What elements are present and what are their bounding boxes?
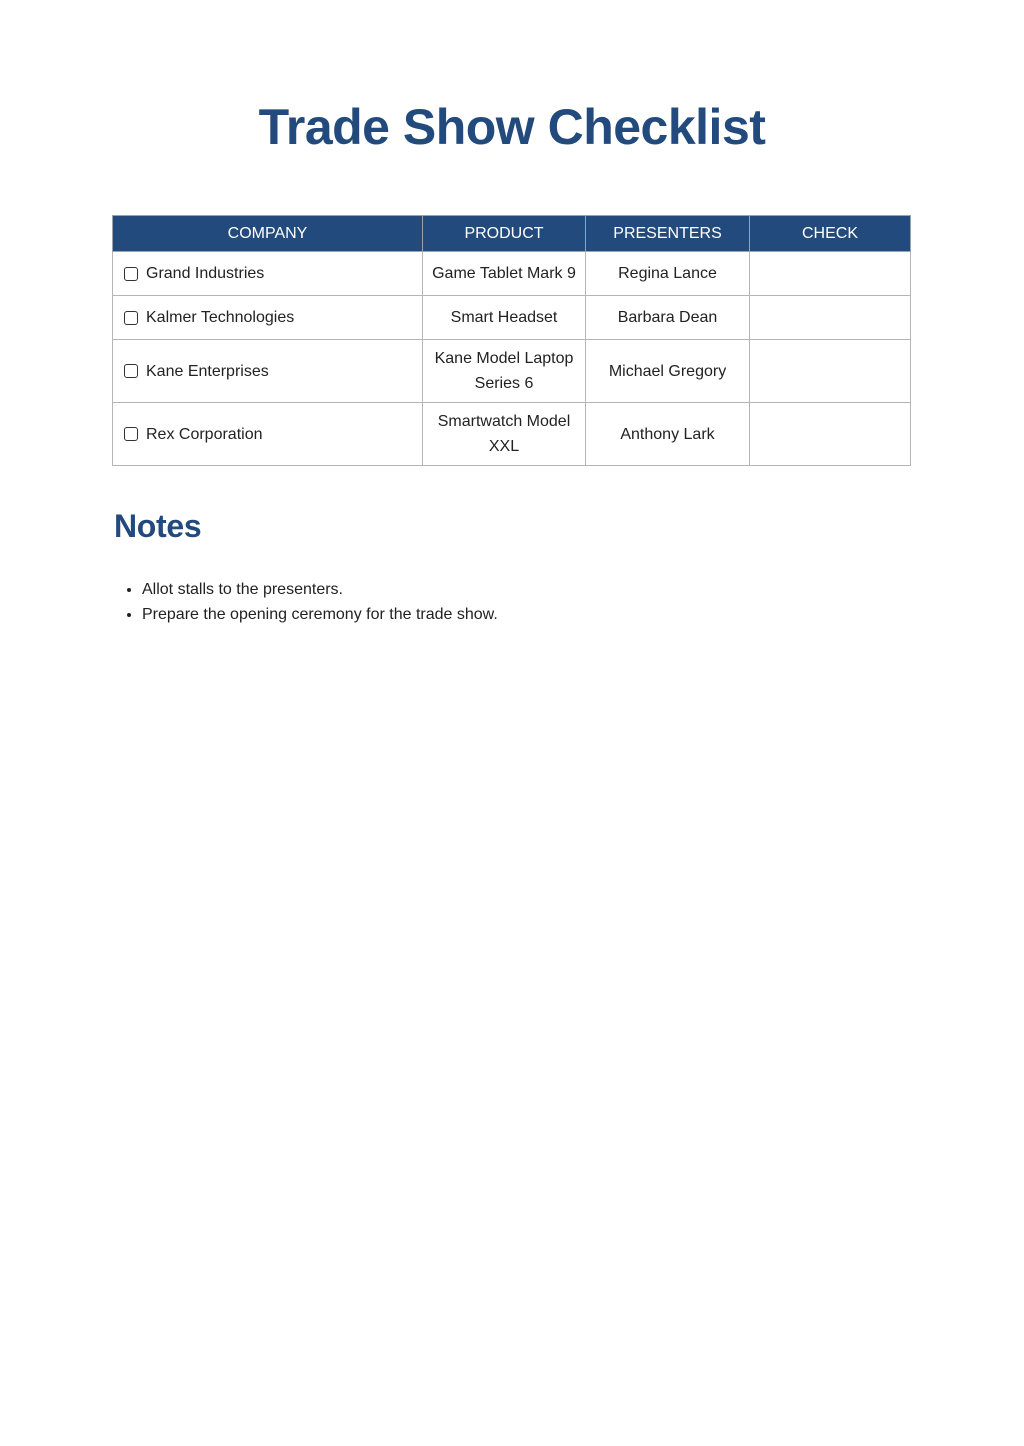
list-item: • Allot stalls to the presenters. (142, 577, 922, 602)
product-cell: Game Tablet Mark 9 (423, 252, 586, 296)
company-cell (113, 252, 423, 296)
checklist-table (112, 215, 911, 466)
checkbox[interactable] (124, 427, 138, 441)
presenter-cell: Barbara Dean (586, 296, 750, 340)
check-cell[interactable] (750, 340, 911, 403)
company-name: Kane Enterprises (146, 362, 269, 380)
checkbox[interactable] (124, 364, 138, 378)
product-cell: Smart Headset (423, 296, 586, 340)
product-cell: Smartwatch Model XXL (423, 403, 586, 466)
presenter-cell: Anthony Lark (586, 403, 750, 466)
company-cell (113, 296, 423, 340)
presenter-cell: Michael Gregory (586, 340, 750, 403)
notes-list (114, 577, 922, 627)
table-row (113, 403, 911, 466)
notes-heading: Notes (114, 508, 202, 544)
company-name: Grand Industries (146, 265, 265, 282)
company-cell (113, 403, 423, 466)
company-cell (113, 340, 423, 403)
column-header-company: COMPANY (113, 216, 423, 252)
presenter-cell: Regina Lance (586, 252, 750, 296)
checkbox[interactable] (124, 267, 138, 281)
check-cell[interactable] (750, 296, 911, 340)
table-row (113, 252, 911, 296)
column-header-check: CHECK (750, 216, 911, 252)
column-header-product: PRODUCT (423, 216, 586, 252)
checkbox[interactable] (124, 311, 138, 325)
product-cell: Kane Model Laptop Series 6 (423, 340, 586, 403)
check-cell[interactable] (750, 252, 911, 296)
column-header-presenters: PRESENTERS (586, 216, 750, 252)
company-name: Rex Corporation (146, 425, 263, 443)
table-row (113, 296, 911, 340)
company-name: Kalmer Technologies (146, 309, 295, 326)
list-item: • Prepare the opening ceremony for the trade show. (142, 602, 922, 627)
table-header-row (113, 216, 911, 252)
table-row (113, 340, 911, 403)
check-cell[interactable] (750, 403, 911, 466)
page-title: Trade Show Checklist (258, 99, 766, 155)
